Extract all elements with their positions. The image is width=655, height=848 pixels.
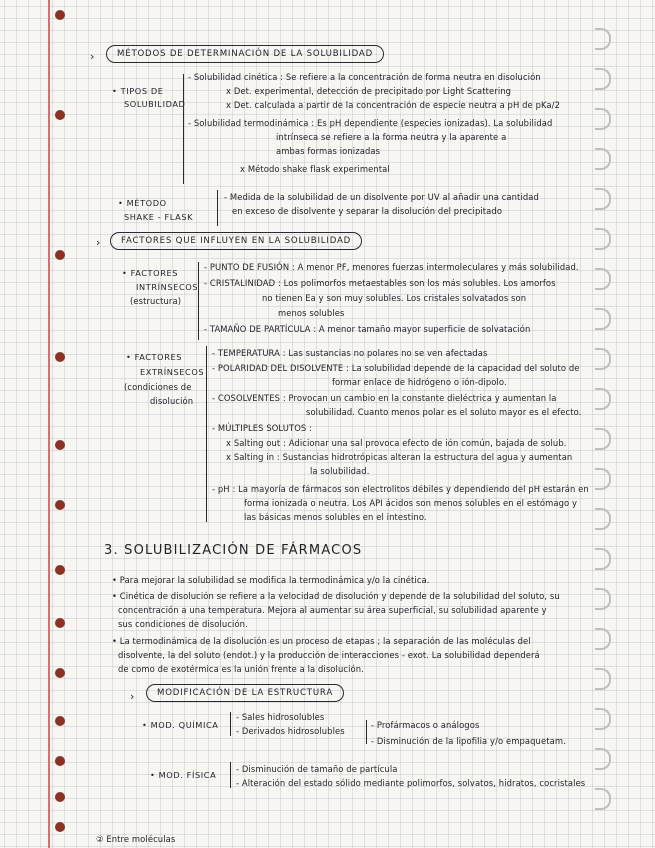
text-line: intrínseca se refiere a la forma neutra y la aparente a bbox=[276, 132, 507, 142]
section-title-methods: MÉTODOS DE DETERMINACIÓN DE LA SOLUBILIDAD bbox=[106, 45, 384, 63]
binder-hole bbox=[55, 668, 65, 678]
text-line: - MÚLTIPLES SOLUTOS : bbox=[212, 423, 313, 433]
text-line: • Cinética de disolución se refiere a la velocidad de disolución y depende de la solubilidad del soluto, su bbox=[112, 591, 560, 601]
spiral-ring bbox=[595, 748, 611, 770]
spiral-ring bbox=[595, 508, 611, 530]
section-title-factors: FACTORES QUE INFLUYEN EN LA SOLUBILIDAD bbox=[110, 232, 362, 250]
spiral-ring bbox=[595, 308, 611, 330]
text-line: sus condiciones de disolución. bbox=[118, 619, 248, 629]
spiral-ring bbox=[595, 388, 611, 410]
text-line: x Salting in : Sustancias hidrotrópicas alteran la estructura del agua y aumentan bbox=[226, 452, 573, 462]
spiral-ring bbox=[595, 788, 611, 810]
binder-hole bbox=[55, 250, 65, 260]
text-line: - COSOLVENTES : Provocan un cambio en la constante dieléctrica y aumentan la bbox=[212, 393, 557, 403]
text-line: - Solubilidad termodinámica : Es pH dependiente (especies ionizadas). La solubilidad bbox=[188, 118, 553, 128]
binder-hole bbox=[55, 618, 65, 628]
spiral-ring bbox=[595, 548, 611, 570]
spiral-ring bbox=[595, 588, 611, 610]
brace bbox=[183, 74, 184, 184]
binder-hole bbox=[55, 716, 65, 726]
text-line: - TEMPERATURA : Las sustancias no polares no se ven afectadas bbox=[212, 348, 488, 358]
text-line: disolvente, la del soluto (endot.) y la producción de interacciones - exot. La solubilidad dependerá bbox=[118, 650, 540, 660]
spiral-ring bbox=[595, 188, 611, 210]
spiral-ring bbox=[595, 148, 611, 170]
spiral-ring bbox=[595, 28, 611, 50]
brace bbox=[206, 346, 207, 522]
label-solubilidad: SOLUBILIDAD bbox=[124, 99, 186, 109]
binder-hole bbox=[55, 792, 65, 802]
brace bbox=[366, 720, 367, 744]
text-line: - Disminución de la lipofilia y/o empaquetam. bbox=[371, 736, 566, 746]
section-title-solubilizacion: 3. SOLUBILIZACIÓN DE FÁRMACOS bbox=[104, 543, 363, 558]
label-metodo: • MÉTODO bbox=[118, 198, 167, 208]
text-line: • Para mejorar la solubilidad se modifica la termodinámica y/o la cinética. bbox=[112, 575, 430, 585]
brace bbox=[230, 712, 231, 736]
binder-hole bbox=[55, 822, 65, 832]
spiral-ring bbox=[595, 108, 611, 130]
text-line: x Salting out : Adicionar una sal provoca efecto de ión común, bajada de solub. bbox=[226, 438, 567, 448]
text-line: x Det. calculada a partir de la concentración de especie neutra a pH de pKa/2 bbox=[226, 100, 561, 110]
spiral-ring bbox=[595, 428, 611, 450]
text-line: - Sales hidrosolubles bbox=[236, 712, 325, 722]
label-intrinsecos: INTRÍNSECOS bbox=[136, 282, 199, 292]
binder-hole bbox=[55, 10, 65, 20]
label-condiciones: (condiciones de bbox=[124, 382, 192, 392]
text-line: - Disminución de tamaño de partícula bbox=[236, 764, 398, 774]
text-line: forma ionizada o neutra. Los API ácidos son menos solubles en el estómago y bbox=[244, 498, 578, 508]
text-line: solubilidad. Cuanto menos polar es el soluto mayor es el efecto. bbox=[306, 407, 582, 417]
footnote: ② Entre moléculas bbox=[96, 834, 176, 844]
bullet-arrow-icon: › bbox=[90, 50, 95, 63]
binder-hole bbox=[55, 500, 65, 510]
spiral-ring bbox=[595, 708, 611, 730]
label-extrinsecos: EXTRÍNSECOS bbox=[140, 367, 205, 377]
text-line: no tienen Ea y son muy solubles. Los cristales solvatados son bbox=[262, 293, 527, 303]
binder-hole bbox=[55, 352, 65, 362]
binder-hole bbox=[55, 756, 65, 766]
label-estructura: (estructura) bbox=[130, 296, 182, 306]
text-line: x Det. experimental, detección de precipitado por Light Scattering bbox=[226, 86, 512, 96]
text-line: - pH : La mayoría de fármacos son electrolitos débiles y dependiendo del pH estarán en bbox=[212, 484, 589, 494]
spiral-ring bbox=[595, 268, 611, 290]
text-line: - PUNTO DE FUSIÓN : A menor PF, menores fuerzas intermoleculares y más solubilidad. bbox=[204, 262, 579, 272]
spiral-ring bbox=[595, 348, 611, 370]
binder-hole bbox=[55, 565, 65, 575]
text-line: - TAMAÑO DE PARTÍCULA : A menor tamaño mayor superficie de solvatación bbox=[204, 324, 531, 334]
text-line: x Método shake flask experimental bbox=[240, 164, 390, 174]
margin-line bbox=[48, 0, 50, 848]
brace bbox=[198, 262, 199, 340]
binder-hole bbox=[55, 110, 65, 120]
text-line: - Profármacos o análogos bbox=[371, 720, 480, 730]
brace bbox=[217, 190, 218, 226]
text-line: - POLARIDAD DEL DISOLVENTE : La solubilidad depende de la capacidad del soluto de bbox=[212, 363, 580, 373]
label-mod-quimica: • MOD. QUÍMICA bbox=[142, 720, 219, 730]
spiral-ring bbox=[595, 628, 611, 650]
label-disolucion: disolución bbox=[150, 396, 194, 406]
label-mod-fisica: • MOD. FÍSICA bbox=[150, 770, 217, 780]
text-line: formar enlace de hidrógeno o ión-dipolo. bbox=[332, 377, 507, 387]
text-line: - Alteración del estado sólido mediante polimorfos, solvatos, hidratos, cocristales bbox=[236, 778, 586, 788]
binder-hole bbox=[55, 440, 65, 450]
text-line: - Medida de la solubilidad de un disolvente por UV al añadir una cantidad bbox=[224, 192, 539, 202]
spiral-ring bbox=[595, 468, 611, 490]
spiral-rings bbox=[585, 0, 655, 848]
text-line: - Derivados hidrosolubles bbox=[236, 726, 345, 736]
spiral-ring bbox=[595, 228, 611, 250]
text-line: ambas formas ionizadas bbox=[276, 146, 381, 156]
text-line: las básicas menos solubles en el intestino. bbox=[244, 512, 427, 522]
bullet-arrow-icon: › bbox=[130, 690, 135, 703]
spiral-ring bbox=[595, 68, 611, 90]
text-line: la solubilidad. bbox=[310, 466, 370, 476]
text-line: - Solubilidad cinética : Se refiere a la concentración de forma neutra en disolución bbox=[188, 72, 541, 82]
text-line: de como de exotérmica es la unión frente a la disolución. bbox=[118, 664, 364, 674]
text-line: - CRISTALINIDAD : Los polimorfos metaestables son los más solubles. Los amorfos bbox=[204, 278, 556, 288]
text-line: concentración a una temperatura. Mejora al aumentar su área superficial, su solubilidad aparente y bbox=[118, 605, 547, 615]
label-tipos: • TIPOS DE bbox=[112, 86, 164, 96]
brace bbox=[230, 762, 231, 788]
bullet-arrow-icon: › bbox=[96, 236, 101, 249]
label-factores: • FACTORES bbox=[122, 268, 179, 278]
spiral-ring bbox=[595, 668, 611, 690]
label-shake-flask: SHAKE - FLASK bbox=[124, 212, 194, 222]
label-factores: • FACTORES bbox=[126, 352, 183, 362]
subsection-title-modificacion: MODIFICACIÓN DE LA ESTRUCTURA bbox=[146, 684, 344, 702]
text-line: en exceso de disolvente y separar la disolución del precipitado bbox=[232, 206, 503, 216]
text-line: menos solubles bbox=[278, 308, 345, 318]
text-line: • La termodinámica de la disolución es un proceso de etapas ; la separación de las moléculas del bbox=[112, 636, 531, 646]
